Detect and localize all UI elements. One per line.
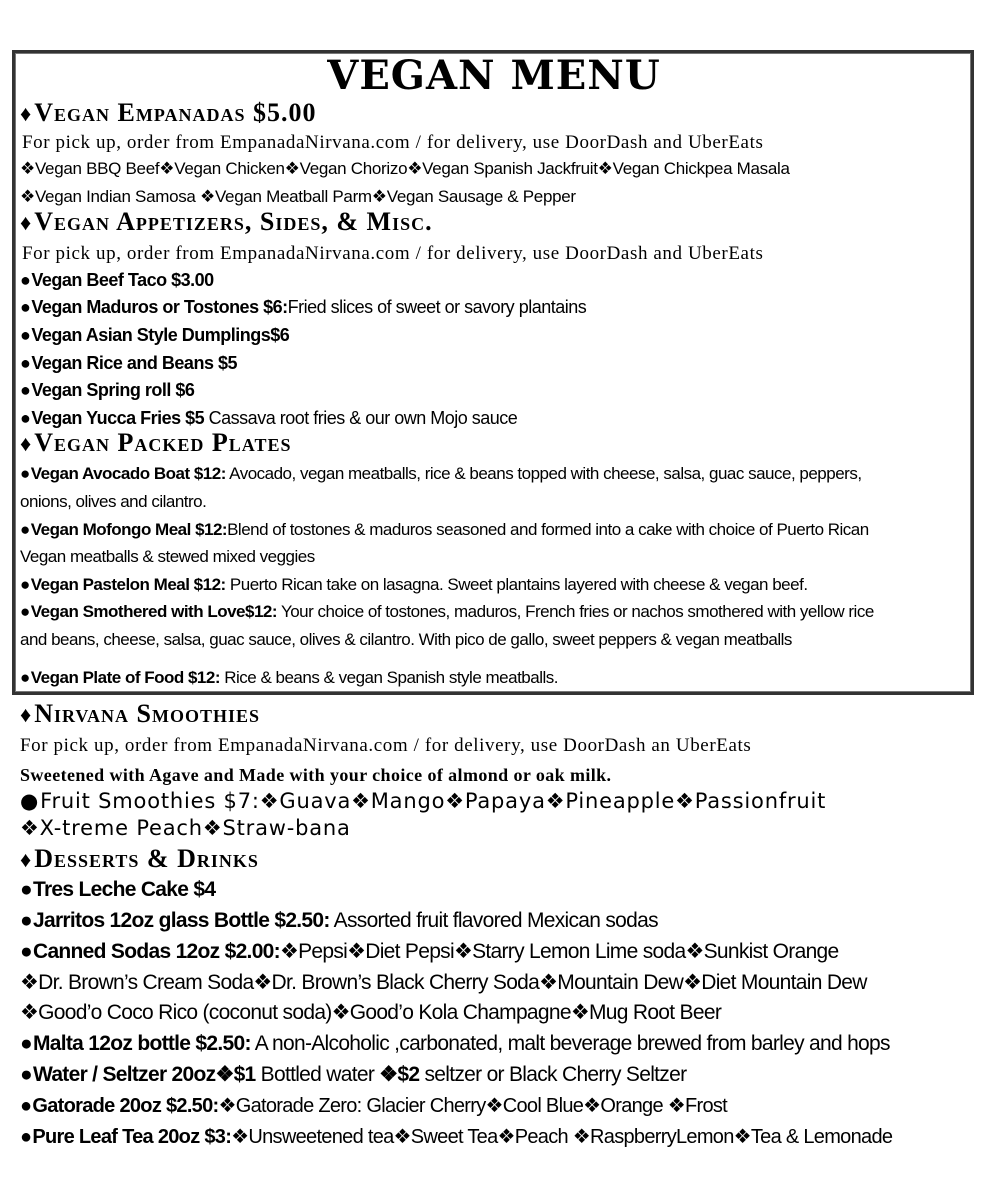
item-name: Vegan Pastelon Meal $12: bbox=[30, 575, 226, 594]
empanadas-heading-text: Vegan Empanadas $5.00 bbox=[34, 98, 317, 127]
menu-item bbox=[20, 516, 869, 543]
item-description: Your choice of tostones, maduros, French fries or nachos smothered with yellow rice bbox=[277, 602, 874, 621]
item-description: ❖Gatorade Zero: Glacier Cherry❖Cool Blue❖Orange ❖Frost bbox=[218, 1095, 728, 1117]
item-name: Vegan Beef Taco $3.00 bbox=[31, 270, 214, 290]
section-heading-appetizers bbox=[20, 208, 433, 237]
bullet-icon: ● bbox=[20, 353, 31, 373]
item-description-continued: onions, olives and cilantro. bbox=[20, 492, 207, 511]
item-name: Vegan Plate of Food $12: bbox=[30, 668, 220, 687]
item-name: Vegan Rice and Beans $5 bbox=[31, 353, 237, 373]
item-description: Cassava root fries & our own Mojo sauce bbox=[204, 408, 518, 428]
smoothies-heading-text: Nirvana Smoothies bbox=[34, 699, 261, 728]
menu-item bbox=[20, 323, 289, 348]
page-title: VEGAN MENU bbox=[327, 52, 661, 99]
item-name: Vegan Spring roll $6 bbox=[31, 380, 195, 400]
item-name: Tres Leche Cake $4 bbox=[32, 878, 216, 901]
bullet-icon: ● bbox=[20, 940, 32, 963]
empanada-flavors-line-2: ❖Vegan Indian Samosa ❖Vegan Meatball Parm❖Vegan Sausage & Pepper bbox=[20, 187, 576, 206]
bullet-icon: ● bbox=[20, 464, 30, 483]
bullet-icon: ● bbox=[20, 878, 32, 901]
bullet-icon: ● bbox=[20, 1032, 32, 1055]
item-description: A non-Alcoholic ,carbonated, malt beverage brewed from barley and hops bbox=[250, 1032, 890, 1055]
item-name: Vegan Yucca Fries $5 bbox=[31, 408, 205, 428]
item-description: ❖Unsweetened tea❖Sweet Tea❖Peach ❖RaspberryLemon❖Tea & Lemonade bbox=[231, 1126, 893, 1148]
item-name: Jarritos 12oz glass Bottle $2.50: bbox=[32, 909, 330, 932]
menu-item bbox=[20, 1122, 892, 1152]
bullet-icon: ● bbox=[20, 909, 32, 932]
bullet-icon: ● bbox=[20, 520, 30, 539]
item-description-continued: ❖Good’o Coco Rico (coconut soda)❖Good’o Kola Champagne❖Mug Root Beer bbox=[20, 1001, 722, 1024]
section-heading-smoothies bbox=[20, 700, 260, 729]
order-note-smoothies: For pick up, order from EmpanadaNirvana.com / for delivery, use DoorDash an UberEats bbox=[20, 735, 752, 756]
appetizers-heading-text: Vegan Appetizers, Sides, & Misc. bbox=[34, 207, 433, 236]
bullet-icon: ● bbox=[20, 602, 30, 621]
bullet-icon: ● bbox=[20, 297, 31, 317]
item-description: Blend of tostones & maduros seasoned and formed into a cake with choice of Puerto Rican bbox=[227, 520, 869, 539]
bullet-icon: ● bbox=[20, 408, 31, 428]
item-name: Pure Leaf Tea 20oz $3: bbox=[32, 1126, 232, 1148]
item-description-continued: ❖Dr. Brown’s Cream Soda❖Dr. Brown’s Black Cherry Soda❖Mountain Dew❖Diet Mountain Dew bbox=[20, 971, 867, 994]
section-heading-plates bbox=[20, 429, 291, 458]
item-description: Bottled water bbox=[255, 1063, 380, 1086]
diamond-icon: ♦ bbox=[20, 847, 33, 872]
menu-item bbox=[20, 875, 215, 905]
menu-item bbox=[20, 1060, 686, 1090]
bullet-icon: ● bbox=[20, 270, 31, 290]
item-name: Vegan Mofongo Meal $12: bbox=[30, 520, 228, 539]
item-description: Fried slices of sweet or savory plantains bbox=[287, 297, 587, 317]
item-name: Gatorade 20oz $2.50: bbox=[32, 1095, 219, 1117]
item-name: Vegan Smothered with Love$12: bbox=[30, 602, 278, 621]
smoothie-line-2: ❖X-treme Peach❖Straw-bana bbox=[20, 816, 351, 840]
menu-item bbox=[20, 268, 214, 293]
section-heading-empanadas bbox=[20, 99, 317, 128]
bullet-icon: ● bbox=[20, 789, 40, 813]
menu-item bbox=[20, 1029, 890, 1059]
order-note-empanadas: For pick up, order from EmpanadaNirvana.com / for delivery, use DoorDash and UberEats bbox=[22, 132, 764, 153]
smoothie-flavors: Fruit Smoothies $7:❖Guava❖Mango❖Papaya❖Pineapple❖Passionfruit bbox=[40, 789, 827, 813]
bullet-icon: ● bbox=[20, 1126, 32, 1148]
item-name: Canned Sodas 12oz $2.00: bbox=[32, 940, 280, 963]
bullet-icon: ● bbox=[20, 1095, 32, 1117]
item-description: Rice & beans & vegan Spanish style meatballs. bbox=[220, 668, 558, 687]
item-description-continued: and beans, cheese, salsa, guac sauce, olives & cilantro. With pico de gallo, sweet peppers & vegan meatballs bbox=[20, 630, 792, 649]
item-description-continued: Vegan meatballs & stewed mixed veggies bbox=[20, 547, 315, 566]
item-description: ❖Pepsi❖Diet Pepsi❖Starry Lemon Lime soda❖Sunkist Orange bbox=[279, 940, 839, 963]
item-name: Malta 12oz bottle $2.50: bbox=[32, 1032, 251, 1055]
item-name: Vegan Maduros or Tostones $6: bbox=[31, 297, 288, 317]
item-description: seltzer or Black Cherry Seltzer bbox=[419, 1063, 687, 1086]
menu-item bbox=[20, 571, 808, 598]
menu-item bbox=[20, 295, 586, 320]
menu-item bbox=[20, 351, 237, 376]
menu-item bbox=[20, 906, 658, 936]
diamond-icon: ♦ bbox=[20, 101, 33, 126]
bullet-icon: ● bbox=[20, 1063, 32, 1086]
diamond-icon: ♦ bbox=[20, 431, 33, 456]
empanada-flavors-line-1: ❖Vegan BBQ Beef❖Vegan Chicken❖Vegan Chorizo❖Vegan Spanish Jackfruit❖Vegan Chickpea Masala bbox=[20, 159, 790, 178]
diamond-icon: ♦ bbox=[20, 210, 33, 235]
item-name: Vegan Asian Style Dumplings$6 bbox=[31, 325, 290, 345]
menu-item bbox=[20, 598, 874, 625]
item-description: Assorted fruit flavored Mexican sodas bbox=[329, 909, 658, 932]
bullet-icon: ● bbox=[20, 575, 30, 594]
smoothies-sweetened-note: Sweetened with Agave and Made with your choice of almond or oak milk. bbox=[20, 765, 612, 785]
bullet-icon: ● bbox=[20, 668, 30, 687]
menu-item bbox=[20, 378, 194, 403]
item-price: ❖$2 bbox=[379, 1063, 420, 1086]
section-heading-desserts bbox=[20, 845, 259, 874]
item-description: Avocado, vegan meatballs, rice & beans topped with cheese, salsa, guac sauce, peppers, bbox=[225, 464, 862, 483]
menu-item bbox=[20, 937, 839, 967]
desserts-heading-text: Desserts & Drinks bbox=[34, 844, 259, 873]
item-name: Water / Seltzer 20oz❖$1 bbox=[32, 1063, 256, 1086]
menu-item bbox=[20, 460, 862, 487]
item-description: Puerto Rican take on lasagna. Sweet plantains layered with cheese & vegan beef. bbox=[225, 575, 808, 594]
item-name: Vegan Avocado Boat $12: bbox=[30, 464, 226, 483]
plates-heading-text: Vegan Packed Plates bbox=[34, 428, 292, 457]
bullet-icon: ● bbox=[20, 325, 31, 345]
menu-item bbox=[20, 664, 558, 691]
diamond-icon: ♦ bbox=[20, 702, 33, 727]
menu-item bbox=[20, 1091, 727, 1121]
bullet-icon: ● bbox=[20, 380, 31, 400]
order-note-appetizers: For pick up, order from EmpanadaNirvana.com / for delivery, use DoorDash and UberEats bbox=[22, 243, 764, 264]
smoothie-line-1 bbox=[20, 788, 826, 815]
